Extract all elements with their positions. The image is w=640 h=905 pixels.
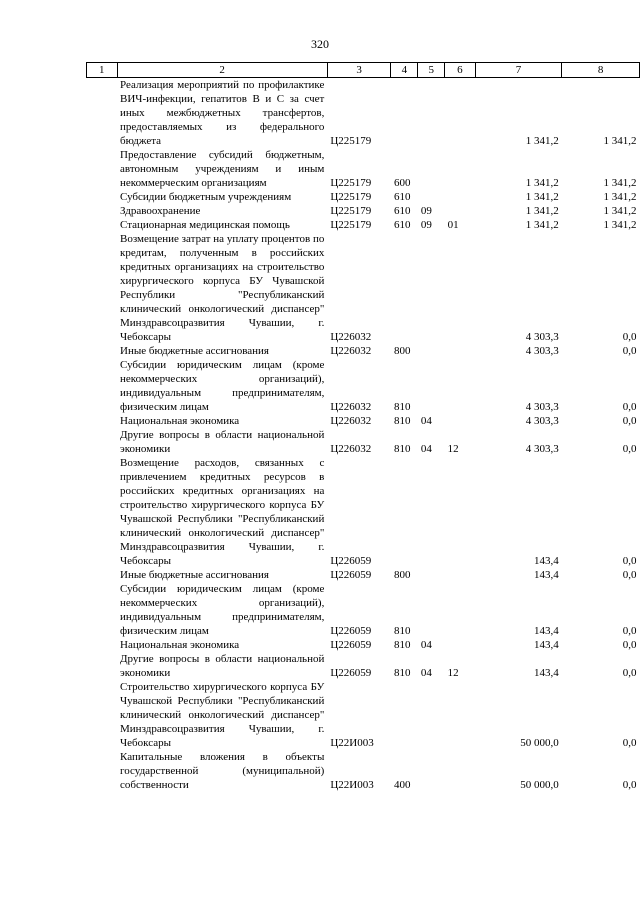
amount-year-2: 0,0 xyxy=(622,443,637,455)
section-code xyxy=(418,456,445,568)
row-number-cell xyxy=(87,232,118,344)
target-article-code: Ц226059 xyxy=(330,555,372,567)
target-article-code: Ц225179 xyxy=(330,191,372,203)
amount-year-1: 50 000,0 xyxy=(520,779,559,791)
expense-type-code: 400 xyxy=(393,779,411,791)
table-row xyxy=(87,568,640,582)
section-code: 04 xyxy=(420,667,432,679)
amount-year-2: 0,0 xyxy=(622,625,637,637)
row-name: Субсидии бюджетным учреждениям xyxy=(120,191,292,203)
row-number-cell xyxy=(87,190,118,204)
target-article-code: Ц22И003 xyxy=(330,779,374,791)
subsection-code xyxy=(445,232,476,344)
subsection-code xyxy=(445,358,476,414)
expense-type-code xyxy=(391,680,418,750)
amount-year-2: 0,0 xyxy=(622,331,637,343)
section-code xyxy=(418,344,445,358)
target-article-code: Ц226032 xyxy=(330,401,372,413)
row-number-cell xyxy=(87,638,118,652)
row-number-cell xyxy=(87,568,118,582)
amount-year-1: 1 341,2 xyxy=(525,205,559,217)
table-row xyxy=(87,638,640,652)
row-name: Иные бюджетные ассигнования xyxy=(120,569,269,581)
amount-year-1: 4 303,3 xyxy=(525,345,559,357)
table-row xyxy=(87,456,640,568)
target-article-code: Ц225179 xyxy=(330,177,372,189)
row-name: Национальная экономика xyxy=(120,639,240,651)
amount-year-2: 0,0 xyxy=(622,401,637,413)
target-article-code: Ц226059 xyxy=(330,667,372,679)
subsection-code xyxy=(445,568,476,582)
amount-year-2: 1 341,2 xyxy=(603,205,637,217)
table-row xyxy=(87,750,640,792)
target-article-code: Ц226032 xyxy=(330,415,372,427)
target-article-code: Ц226032 xyxy=(330,345,372,357)
table-row xyxy=(87,652,640,680)
amount-year-2: 0,0 xyxy=(622,667,637,679)
subsection-code xyxy=(445,582,476,638)
subsection-code: 01 xyxy=(447,219,459,231)
row-name: Национальная экономика xyxy=(120,415,240,427)
subsection-code xyxy=(445,204,476,218)
expense-type-code: 810 xyxy=(393,443,411,455)
amount-year-1: 4 303,3 xyxy=(525,401,559,413)
section-code xyxy=(418,358,445,414)
amount-year-2: 0,0 xyxy=(622,779,637,791)
amount-year-1: 1 341,2 xyxy=(525,135,559,147)
row-name: Возмещение расходов, связанных с привлечением кредитных ресурсов в российских кредитных организациях на строительство хирургического корпуса БУ Чувашской Республики "Республиканский клинический онкологический диспансер" Минздравсоцразвития Чувашии, г. Чебоксары xyxy=(120,457,325,567)
section-code xyxy=(418,78,445,149)
row-number-cell xyxy=(87,204,118,218)
expense-type-code xyxy=(391,456,418,568)
header-cell-7: 7 xyxy=(475,63,562,78)
section-code xyxy=(418,148,445,190)
section-code: 04 xyxy=(420,443,432,455)
section-code: 09 xyxy=(420,205,432,217)
amount-year-2: 1 341,2 xyxy=(603,177,637,189)
row-name: Субсидии юридическим лицам (кроме некоммерческих организаций), индивидуальным предпринимателям, физическим лицам xyxy=(120,359,325,413)
target-article-code: Ц22И003 xyxy=(330,737,374,749)
section-code xyxy=(418,680,445,750)
subsection-code xyxy=(445,638,476,652)
subsection-code: 12 xyxy=(447,667,459,679)
row-name: Реализация мероприятий по профилактике ВИЧ-инфекции, гепатитов В и С за счет иных межбюджетных трансфертов, предоставляемых из федерального бюджета xyxy=(120,79,325,147)
table-row xyxy=(87,414,640,428)
table-row xyxy=(87,204,640,218)
row-number-cell xyxy=(87,218,118,232)
header-cell-2: 2 xyxy=(117,63,327,78)
header-cell-4: 4 xyxy=(391,63,418,78)
amount-year-1: 143,4 xyxy=(533,639,559,651)
row-name: Предоставление субсидий бюджетным, автономным учреждениям и иным некоммерческим организациям xyxy=(120,149,325,189)
section-code xyxy=(418,568,445,582)
target-article-code: Ц226059 xyxy=(330,625,372,637)
expense-type-code: 610 xyxy=(393,191,411,203)
amount-year-2: 0,0 xyxy=(622,639,637,651)
section-code: 04 xyxy=(420,639,432,651)
table-row xyxy=(87,344,640,358)
row-name: Стационарная медицинская помощь xyxy=(120,219,290,231)
expense-type-code: 600 xyxy=(393,177,411,189)
row-name: Другие вопросы в области национальной экономики xyxy=(120,653,325,679)
row-number-cell xyxy=(87,78,118,149)
amount-year-1: 143,4 xyxy=(533,625,559,637)
row-name: Капитальные вложения в объекты государственной (муниципальной) собственности xyxy=(120,751,325,791)
subsection-code xyxy=(445,148,476,190)
expense-type-code: 810 xyxy=(393,667,411,679)
row-number-cell xyxy=(87,582,118,638)
row-name: Иные бюджетные ассигнования xyxy=(120,345,269,357)
table-row xyxy=(87,218,640,232)
header-cell-1: 1 xyxy=(87,63,118,78)
row-number-cell xyxy=(87,652,118,680)
header-cell-3: 3 xyxy=(327,63,391,78)
expense-type-code: 800 xyxy=(393,345,411,357)
subsection-code xyxy=(445,456,476,568)
table-row xyxy=(87,680,640,750)
target-article-code: Ц226032 xyxy=(330,443,372,455)
amount-year-1: 4 303,3 xyxy=(525,331,559,343)
section-code: 09 xyxy=(420,219,432,231)
row-name: Субсидии юридическим лицам (кроме некоммерческих организаций), индивидуальным предпринимателям, физическим лицам xyxy=(120,583,325,637)
target-article-code: Ц226059 xyxy=(330,569,372,581)
amount-year-1: 143,4 xyxy=(533,667,559,679)
subsection-code xyxy=(445,750,476,792)
amount-year-2: 0,0 xyxy=(622,415,637,427)
row-number-cell xyxy=(87,680,118,750)
row-name: Другие вопросы в области национальной экономики xyxy=(120,429,325,455)
amount-year-1: 143,4 xyxy=(533,555,559,567)
row-name: Строительство хирургического корпуса БУ Чувашской Республики "Республиканский клинический онкологический диспансер" Минздравсоцразвития Чувашии, г. Чебоксары xyxy=(120,681,325,749)
amount-year-1: 1 341,2 xyxy=(525,177,559,189)
header-cell-5: 5 xyxy=(418,63,445,78)
amount-year-2: 0,0 xyxy=(622,345,637,357)
table-row xyxy=(87,358,640,414)
amount-year-2: 1 341,2 xyxy=(603,219,637,231)
header-cell-6: 6 xyxy=(445,63,476,78)
amount-year-2: 1 341,2 xyxy=(603,135,637,147)
amount-year-1: 4 303,3 xyxy=(525,415,559,427)
subsection-code xyxy=(445,680,476,750)
section-code xyxy=(418,232,445,344)
row-number-cell xyxy=(87,148,118,190)
header-cell-8: 8 xyxy=(562,63,640,78)
target-article-code: Ц225179 xyxy=(330,135,372,147)
amount-year-1: 50 000,0 xyxy=(520,737,559,749)
row-name: Здравоохранение xyxy=(120,205,201,217)
amount-year-1: 1 341,2 xyxy=(525,191,559,203)
row-number-cell xyxy=(87,414,118,428)
table-row xyxy=(87,428,640,456)
page-number: 320 xyxy=(311,37,329,51)
subsection-code xyxy=(445,190,476,204)
table-row xyxy=(87,582,640,638)
budget-table xyxy=(86,62,640,792)
expense-type-code: 810 xyxy=(393,401,411,413)
table-row xyxy=(87,148,640,190)
expense-type-code: 610 xyxy=(393,219,411,231)
subsection-code xyxy=(445,414,476,428)
section-code xyxy=(418,750,445,792)
section-code xyxy=(418,190,445,204)
subsection-code xyxy=(445,78,476,149)
amount-year-2: 1 341,2 xyxy=(603,191,637,203)
row-number-cell xyxy=(87,344,118,358)
amount-year-2: 0,0 xyxy=(622,555,637,567)
row-number-cell xyxy=(87,358,118,414)
target-article-code: Ц225179 xyxy=(330,219,372,231)
table-header-row xyxy=(87,63,640,78)
expense-type-code xyxy=(391,78,418,149)
subsection-code xyxy=(445,344,476,358)
amount-year-1: 143,4 xyxy=(533,569,559,581)
amount-year-1: 4 303,3 xyxy=(525,443,559,455)
table-row xyxy=(87,190,640,204)
amount-year-2: 0,0 xyxy=(622,737,637,749)
row-number-cell xyxy=(87,750,118,792)
expense-type-code: 810 xyxy=(393,415,411,427)
row-number-cell xyxy=(87,428,118,456)
row-name: Возмещение затрат на уплату процентов по кредитам, полученным в российских кредитных организациях на строительство хирургического корпуса БУ Чувашской Республики "Республиканский клинический онкологический диспансер" Минздравсоцразвития Чувашии, г. Чебоксары xyxy=(120,233,325,343)
amount-year-2: 0,0 xyxy=(622,569,637,581)
table-row xyxy=(87,78,640,149)
expense-type-code: 800 xyxy=(393,569,411,581)
amount-year-1: 1 341,2 xyxy=(525,219,559,231)
table-row xyxy=(87,232,640,344)
expense-type-code: 810 xyxy=(393,625,411,637)
section-code xyxy=(418,582,445,638)
subsection-code: 12 xyxy=(447,443,459,455)
expense-type-code: 810 xyxy=(393,639,411,651)
section-code: 04 xyxy=(420,415,432,427)
expense-type-code xyxy=(391,232,418,344)
expense-type-code: 610 xyxy=(393,205,411,217)
target-article-code: Ц226032 xyxy=(330,331,372,343)
row-number-cell xyxy=(87,456,118,568)
target-article-code: Ц226059 xyxy=(330,639,372,651)
target-article-code: Ц225179 xyxy=(330,205,372,217)
